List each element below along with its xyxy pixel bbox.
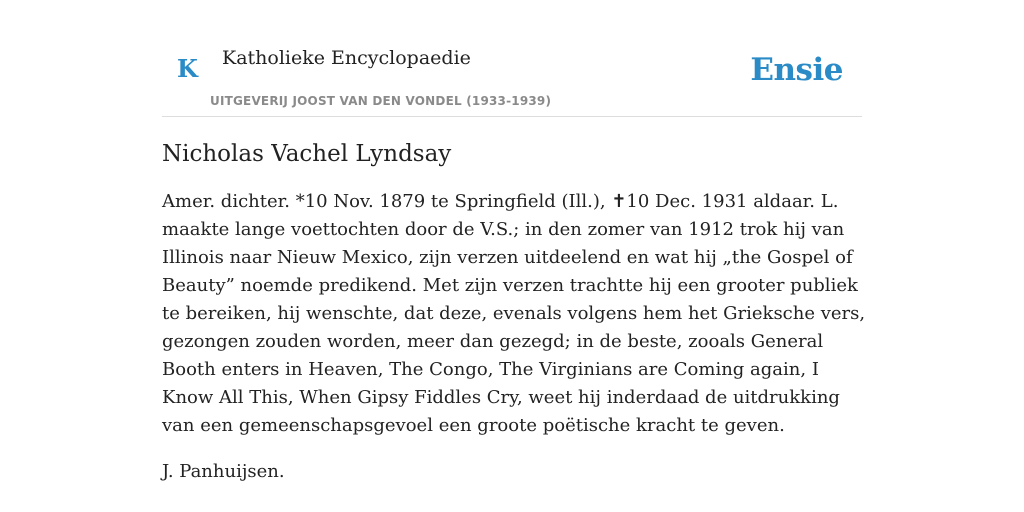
site-title[interactable]: Katholieke Encyclopaedie <box>222 47 471 69</box>
article-body: Amer. dichter. *10 Nov. 1879 te Springfield (Ill.), ✝10 Dec. 1931 aldaar. L. maakte lange voettochten door de V.S.; in den zomer van 1912 trok hij van Illinois naar Nieuw Mexico, zijn verzen uitdeelend en wat hij „the Gospel of Beauty” noemde predikend. Met zijn verzen trachtte hij een grooter publiek te bereiken, hij wenschte, dat deze, evenals volgens hem het Grieksche vers, gezongen zouden worden, meer dan gezegd; in de beste, zooals General Booth enters in Heaven, The Congo, The Virginians are Coming again, I Know All This, When Gipsy Fiddles Cry, weet hij inderdaad de uitdrukking van een gemeenschapsgevoel een groote poëtische kracht te geven. <box>162 191 866 436</box>
article-title: Nicholas Vachel Lyndsay <box>162 141 452 167</box>
publisher-subtitle: UITGEVERIJ JOOST VAN DEN VONDEL (1933-1939) <box>210 94 552 108</box>
site-header <box>162 0 862 117</box>
article <box>162 138 867 486</box>
site-logo-icon[interactable]: K <box>177 54 198 83</box>
brand-logo[interactable]: Ensie <box>750 52 843 88</box>
article-author: J. Panhuijsen. <box>162 461 285 482</box>
